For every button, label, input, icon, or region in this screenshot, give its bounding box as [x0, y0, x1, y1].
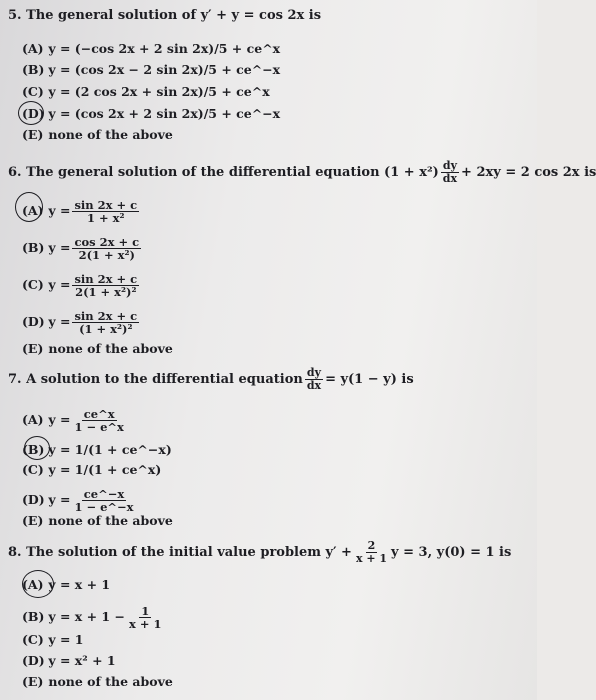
- q8-option-e[interactable]: [22, 675, 173, 689]
- q5-option-b[interactable]: [22, 63, 280, 77]
- option-label: (C): [22, 632, 44, 647]
- option-text: none of the above: [48, 127, 173, 142]
- answer-circle-mark: [22, 570, 54, 598]
- option-text: y = 1/(1 + ce^x): [48, 462, 162, 477]
- question-7-title: [8, 367, 414, 392]
- option-label: (E): [22, 341, 44, 356]
- option-label: (A): [22, 577, 44, 592]
- option-lhs: y =: [48, 277, 71, 292]
- option-text: y = (cos 2x − 2 sin 2x)/5 + ce^−x: [48, 62, 281, 77]
- option-lhs: y =: [48, 492, 71, 507]
- answer-circle-mark: [15, 192, 43, 222]
- option-text: none of the above: [48, 513, 173, 528]
- q5-option-e[interactable]: [22, 128, 173, 142]
- option-label: (B): [22, 609, 45, 624]
- title-text: 7. A solution to the differential equation: [8, 372, 303, 387]
- question-5-title: 5. The general solution of y′ + y = cos 2x is: [8, 8, 322, 23]
- dx: dx: [442, 172, 458, 185]
- q8-option-b[interactable]: [22, 605, 165, 630]
- q8-option-d[interactable]: [22, 654, 116, 668]
- q5-option-a[interactable]: [22, 42, 280, 56]
- option-text: y = x² + 1: [48, 653, 116, 668]
- denominator: 1 − e^−x: [74, 500, 134, 514]
- option-label: (B): [22, 442, 45, 457]
- answer-circle-mark: [18, 101, 44, 125]
- numerator: sin 2x + c: [74, 272, 138, 286]
- option-label: (C): [22, 84, 44, 99]
- numerator: 2: [367, 539, 376, 552]
- dx: dx: [306, 379, 322, 392]
- option-text: y = 1: [48, 632, 84, 647]
- denominator: 2(1 + x²): [78, 248, 135, 262]
- numerator: sin 2x + c: [74, 198, 138, 212]
- title-text: 6. The general solution of the differential equation (1 + x²): [8, 165, 439, 180]
- q7-option-e[interactable]: [22, 514, 173, 528]
- option-lhs: y = x + 1 −: [48, 609, 125, 624]
- q5-option-d[interactable]: [22, 107, 280, 121]
- denominator: 1 + x²: [87, 211, 125, 225]
- q7-option-d[interactable]: [22, 488, 138, 513]
- option-label: (A): [22, 41, 44, 56]
- numerator: ce^−x: [83, 487, 125, 501]
- option-label: (D): [22, 106, 45, 121]
- option-label: (E): [22, 513, 44, 528]
- option-label: (C): [22, 277, 44, 292]
- option-label: (A): [22, 412, 44, 427]
- option-text: y = x + 1: [48, 577, 111, 592]
- numerator: 1: [141, 604, 150, 618]
- denominator: x + 1: [128, 617, 162, 631]
- q6-option-d[interactable]: [22, 310, 141, 335]
- q6-option-c[interactable]: [22, 273, 141, 298]
- option-lhs: y =: [48, 314, 71, 329]
- title-text: + 2xy = 2 cos 2x is: [461, 165, 596, 180]
- denominator: 1 − e^x: [74, 420, 124, 434]
- option-label: (B): [22, 240, 45, 255]
- denominator: x + 1: [355, 552, 388, 565]
- q7-option-c[interactable]: [22, 463, 161, 477]
- title-text: y = 3, y(0) = 1 is: [391, 545, 512, 560]
- option-label: (B): [22, 62, 45, 77]
- option-text: none of the above: [48, 674, 173, 689]
- option-label: (C): [22, 462, 44, 477]
- option-text: y = 1/(1 + ce^−x): [48, 442, 172, 457]
- numerator: sin 2x + c: [74, 309, 138, 323]
- option-lhs: y =: [48, 203, 71, 218]
- numerator: ce^x: [83, 407, 115, 421]
- option-lhs: y =: [48, 240, 71, 255]
- option-label: (E): [22, 127, 44, 142]
- option-text: y = (cos 2x + 2 sin 2x)/5 + ce^−x: [48, 106, 281, 121]
- title-text: 8. The solution of the initial value problem y′ +: [8, 545, 352, 560]
- denominator: 2(1 + x²)²: [75, 285, 137, 299]
- dy: dy: [306, 366, 321, 379]
- q7-option-a[interactable]: [22, 408, 128, 433]
- option-lhs: y =: [48, 412, 71, 427]
- option-label: (D): [22, 492, 45, 507]
- option-label: (E): [22, 674, 44, 689]
- title-text: = y(1 − y) is: [325, 372, 414, 387]
- denominator: (1 + x²)²: [79, 322, 133, 336]
- option-text: y = (2 cos 2x + sin 2x)/5 + ce^x: [48, 84, 270, 99]
- option-label: (A): [22, 203, 44, 218]
- option-text: none of the above: [48, 341, 173, 356]
- q6-option-e[interactable]: [22, 342, 173, 356]
- answer-circle-mark: [24, 436, 50, 460]
- q6-option-b[interactable]: [22, 236, 143, 261]
- numerator: cos 2x + c: [74, 235, 140, 249]
- option-text: y = (−cos 2x + 2 sin 2x)/5 + ce^x: [48, 41, 281, 56]
- q8-option-c[interactable]: [22, 633, 84, 647]
- question-6-title: [8, 160, 596, 185]
- option-label: (D): [22, 314, 45, 329]
- option-label: (D): [22, 653, 45, 668]
- question-8-title: [8, 540, 511, 565]
- dy: dy: [442, 159, 457, 172]
- q5-option-c[interactable]: [22, 85, 270, 99]
